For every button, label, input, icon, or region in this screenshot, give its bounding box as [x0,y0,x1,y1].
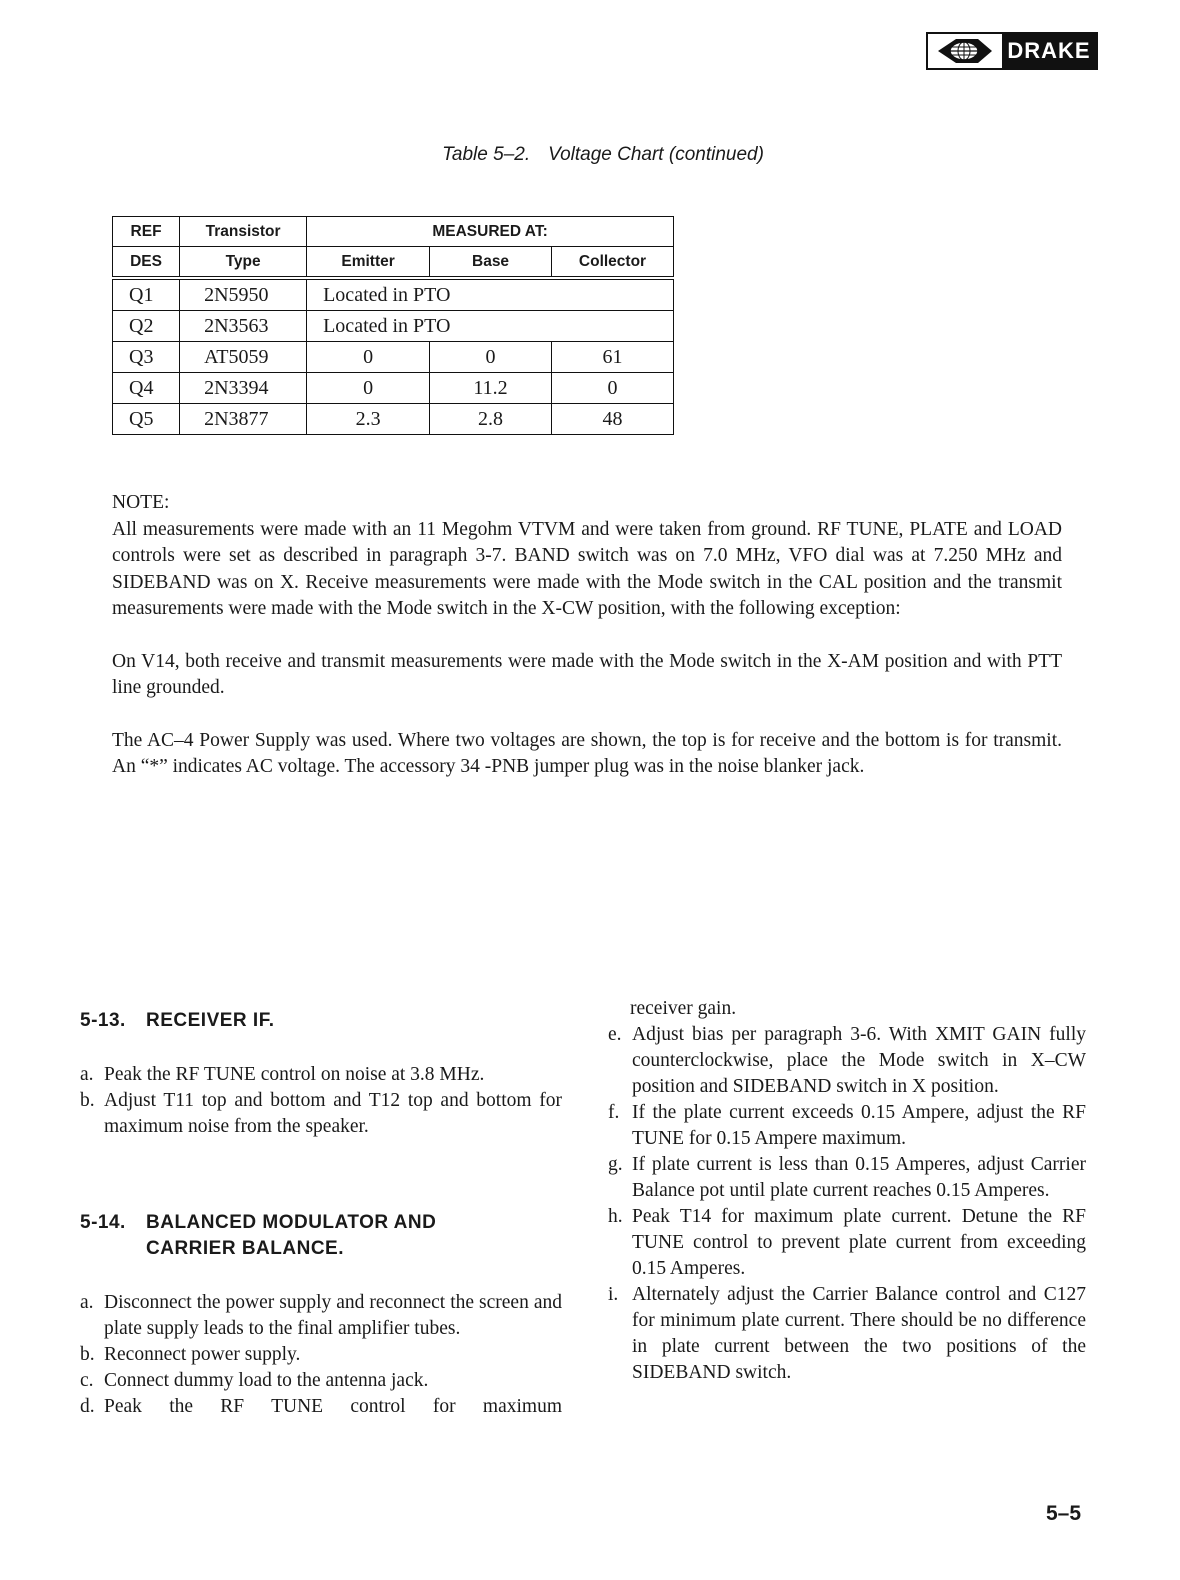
section-title: RECEIVER IF. [146,1010,275,1031]
header-emitter: Emitter [307,247,430,279]
item-text: Alternately adjust the Carrier Balance control and C127 for minimum plate current. There should be no difference in plate current between the two positions of the SIDEBAND switch. [632,1284,1086,1383]
section-title-line: BALANCED MODULATOR AND [146,1212,437,1233]
cell-ref: Q4 [113,373,180,404]
item-text: If plate current is less than 0.15 Amperes, adjust Carrier Balance pot until plate current reaches 0.15 Amperes. [632,1154,1086,1201]
cell-location: Located in PTO [307,311,674,342]
list-item [80,1368,562,1394]
note-paragraph: On V14, both receive and transmit measurements were made with the Mode switch in the X-AM position and with PTT line grounded. [112,650,1062,698]
section-heading [80,1210,562,1262]
cell-emitter: 0 [307,342,430,373]
cell-type: 2N3877 [180,404,307,435]
table-row [113,311,674,342]
table-row [113,342,674,373]
cell-collector: 0 [552,373,674,404]
header-base: Base [430,247,552,279]
section-title [146,1210,436,1262]
note-heading: NOTE: [112,492,170,513]
section-heading [80,1008,562,1034]
list-item [80,1088,562,1140]
item-text: Peak the RF TUNE control for maximum [104,1396,562,1417]
measurement-note [112,490,1062,781]
table-title: Voltage Chart (continued) [548,144,764,165]
item-letter: i. [608,1284,619,1305]
cell-base: 2.8 [430,404,552,435]
cell-emitter: 2.3 [307,404,430,435]
item-text: Adjust T11 top and bottom and T12 top and bottom for maximum noise from the speaker. [104,1090,562,1137]
cell-ref: Q1 [113,278,180,311]
item-letter: a. [80,1292,94,1313]
voltage-chart-table [112,216,674,435]
table-row [113,373,674,404]
table-caption [0,144,1180,166]
section-number: 5-14. [80,1212,126,1233]
left-column [80,1004,562,1420]
drake-logo [926,32,1098,70]
item-text: Connect dummy load to the antenna jack. [104,1370,429,1391]
item-text: Disconnect the power supply and reconnect the screen and plate supply leads to the final amplifier tubes. [104,1292,562,1339]
list-item [608,1282,1086,1386]
item-text: If the plate current exceeds 0.15 Ampere, adjust the RF TUNE for 0.15 Ampere maximum. [632,1102,1086,1149]
list-item [608,1204,1086,1282]
list-item [608,1100,1086,1152]
item-text: Adjust bias per paragraph 3-6. With XMIT GAIN fully counterclockwise, place the Mode switch in X–CW position and SIDEBAND switch in X position. [632,1024,1086,1097]
cell-location: Located in PTO [307,278,674,311]
cell-base: 11.2 [430,373,552,404]
cell-ref: Q5 [113,404,180,435]
item-letter: g. [608,1154,623,1175]
cell-collector: 61 [552,342,674,373]
list-item [80,1342,562,1368]
cell-ref: Q3 [113,342,180,373]
table-number: Table 5–2. [442,144,531,165]
header-collector: Collector [552,247,674,279]
item-letter: d. [80,1396,95,1417]
item-letter: c. [80,1370,94,1391]
item-letter: e. [608,1024,622,1045]
item-text: Peak T14 for maximum plate current. Detune the RF TUNE control to prevent plate current from exceeding 0.15 Amperes. [632,1206,1086,1279]
item-letter: b. [80,1344,95,1365]
note-paragraph: All measurements were made with an 11 Megohm VTVM and were taken from ground. RF TUNE, PLATE and LOAD controls were set as described in paragraph 3-7. BAND switch was on 7.0 MHz, VFO dial was at 7.250 MHz and SIDEBAND was on X. Receive measurements were made with the Mode switch in the CAL position and the transmit measurements were made with the Mode switch in the X-CW position, with the following exception: [112,518,1062,619]
item-letter: f. [608,1102,620,1123]
table-row [113,278,674,311]
item-letter: h. [608,1206,623,1227]
section-number: 5-13. [80,1010,126,1031]
item-continuation: receiver gain. [630,998,737,1019]
header-transistor: Transistor [180,217,307,247]
cell-type: 2N3563 [180,311,307,342]
item-text: Peak the RF TUNE control on noise at 3.8 MHz. [104,1064,485,1085]
cell-emitter: 0 [307,373,430,404]
list-item [608,1152,1086,1204]
page-number: 5–5 [1046,1502,1082,1525]
cell-base: 0 [430,342,552,373]
item-letter: a. [80,1064,94,1085]
table-row [113,404,674,435]
cell-ref: Q2 [113,311,180,342]
cell-type: 2N3394 [180,373,307,404]
header-measured-at: MEASURED AT: [307,217,674,247]
item-letter: b. [80,1090,95,1111]
right-column [608,996,1086,1386]
cell-collector: 48 [552,404,674,435]
section-title-line: CARRIER BALANCE. [146,1238,344,1259]
note-paragraph: The AC–4 Power Supply was used. Where two voltages are shown, the top is for receive and the bottom is for transmit. An “*” indicates AC voltage. The accessory 34 -PNB jumper plug was in the noise blanker jack. [112,729,1062,777]
cell-type: 2N5950 [180,278,307,311]
list-item [608,1022,1086,1100]
header-des: DES [113,247,180,279]
list-item [80,1062,562,1088]
list-item [80,1394,562,1420]
globe-arrow-icon [928,34,1002,68]
item-text: Reconnect power supply. [104,1344,301,1365]
cell-type: AT5059 [180,342,307,373]
brand-name: DRAKE [1002,34,1096,68]
list-item [80,1290,562,1342]
header-ref: REF [113,217,180,247]
header-type: Type [180,247,307,279]
